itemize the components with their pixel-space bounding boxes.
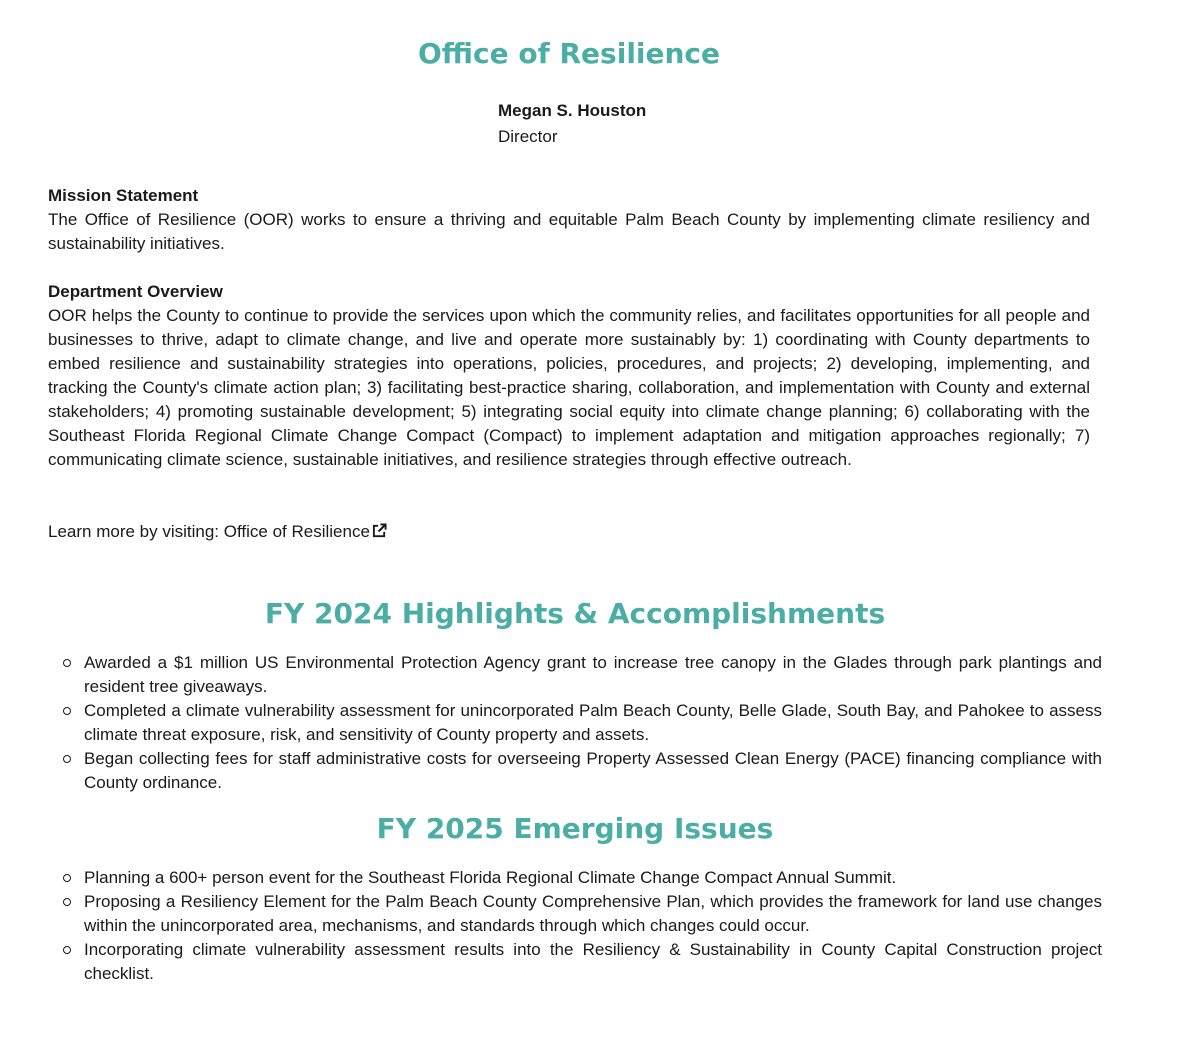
office-of-resilience-link[interactable] (224, 522, 387, 541)
office-of-resilience-link-label: Office of Resilience (223, 522, 370, 541)
director-block (498, 98, 646, 150)
list-item-text: Incorporating climate vulnerability assessment results into the Resiliency & Sustainability in County Capital Construction project checklist. (84, 940, 1102, 983)
list-item (56, 651, 1102, 699)
department-overview-heading: Department Overview (48, 282, 223, 301)
list-item-text: Awarded a $1 million US Environmental Protection Agency grant to increase tree canopy in the Glades through park plantings and resident tree giveaways. (84, 653, 1102, 696)
list-item-text: Proposing a Resiliency Element for the Palm Beach County Comprehensive Plan, which provides the framework for land use changes within the unincorporated area, mechanisms, and standards through which changes could occur. (84, 892, 1102, 935)
learn-more-prefix: Learn more by visiting: (48, 522, 224, 541)
bullet-circle-icon (63, 707, 71, 715)
list-item (56, 747, 1102, 795)
department-overview-section (48, 280, 1090, 472)
mission-statement-heading: Mission Statement (48, 186, 199, 205)
bullet-circle-icon (63, 755, 71, 763)
learn-more-line (48, 520, 387, 544)
emerging-issues-heading: FY 2025 Emerging Issues (376, 812, 774, 845)
list-item (56, 890, 1102, 938)
list-item-text: Completed a climate vulnerability assessment for unincorporated Palm Beach County, Belle Glade, South Bay, and Pahokee to assess climate threat exposure, risk, and sensitivity of County property and assets. (84, 701, 1102, 744)
emerging-issues-list (56, 866, 1102, 986)
highlights-heading: FY 2024 Highlights & Accomplishments (264, 597, 886, 630)
bullet-circle-icon (63, 898, 71, 906)
mission-statement-section (48, 184, 1090, 256)
highlights-list (56, 651, 1102, 795)
director-title: Director (498, 127, 558, 146)
list-item (56, 699, 1102, 747)
list-item (56, 866, 1102, 890)
external-link-icon (372, 523, 387, 538)
mission-statement-body: The Office of Resilience (OOR) works to ensure a thriving and equitable Palm Beach County by implementing climate resiliency and sustainability initiatives. (48, 210, 1090, 253)
list-item (56, 938, 1102, 986)
list-item-text: Began collecting fees for staff administrative costs for overseeing Property Assessed Clean Energy (PACE) financing compliance with County ordinance. (84, 749, 1102, 792)
list-item-text: Planning a 600+ person event for the Southeast Florida Regional Climate Change Compact Annual Summit. (84, 868, 897, 887)
bullet-circle-icon (63, 659, 71, 667)
bullet-circle-icon (63, 874, 71, 882)
bullet-circle-icon (63, 946, 71, 954)
director-name: Megan S. Houston (498, 101, 647, 120)
page-title: Office of Resilience (417, 37, 721, 70)
department-overview-body: OOR helps the County to continue to provide the services upon which the community relies, and facilitates opportunities for all people and businesses to thrive, adapt to climate change, and live and operate more sustainably by: 1) coordinating with County departments to embed resilience and sustainability strategies into operations, policies, procedures, and projects; 2) developing, implementing, and tracking the County's climate action plan; 3) facilitating best-practice sharing, collaboration, and implementation with County and external stakeholders; 4) promoting sustainable development; 5) integrating social equity into climate change planning; 6) collaborating with the Southeast Florida Regional Climate Change Compact (Compact) to implement adaptation and mitigation approaches regionally; 7) communicating climate science, sustainable initiatives, and resilience strategies through effective outreach. (48, 306, 1090, 469)
